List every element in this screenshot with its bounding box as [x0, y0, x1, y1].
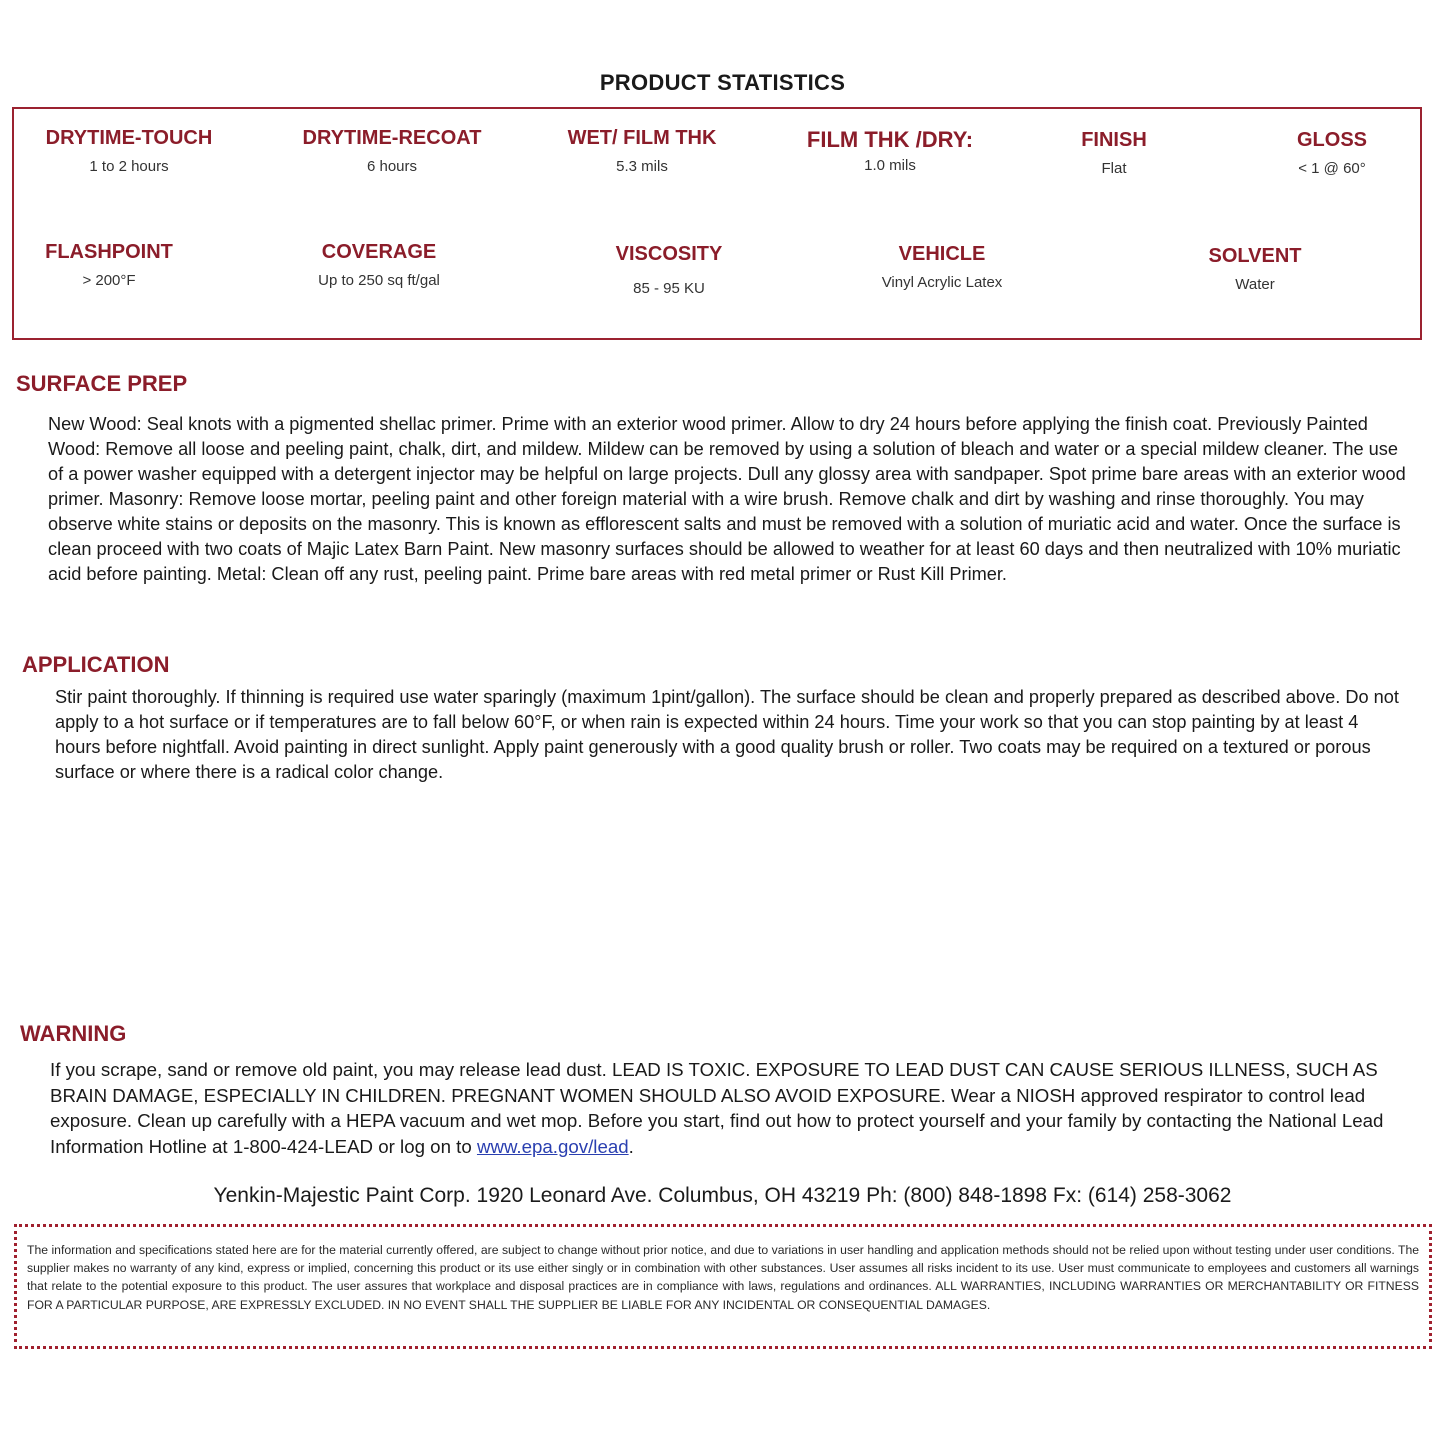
stat-viscosity	[594, 243, 744, 297]
stat-label: FILM THK /DRY:	[806, 127, 974, 152]
application-heading: APPLICATION	[22, 652, 170, 677]
stat-label: FLASHPOINT	[45, 241, 173, 263]
stat-dry-film-thickness	[790, 127, 990, 174]
warning-text: If you scrape, sand or remove old paint, you may release lead dust. LEAD IS TOXIC. EXPOSURE TO LEAD DUST CAN CAUSE SERIOUS ILLNESS, SUCH AS BRAIN DAMAGE, ESPECIALLY IN CHILDREN. PREGNANT WOMEN SHOULD ALSO AVOID EXPOSURE. Wear a NIOSH approved respirator to control lead exposure. Clean up carefully with a HEPA vacuum and wet mop. Before you start, find out how to protect yourself and your family by contacting the National Lead Information Hotline at 1-800-424-LEAD or log on to	[50, 1059, 1384, 1157]
stat-value: 5.3 mils	[616, 158, 668, 175]
stat-solvent	[1190, 245, 1320, 293]
stat-wet-film-thickness	[552, 127, 732, 175]
stat-coverage	[289, 241, 469, 289]
stat-drytime-recoat	[292, 127, 492, 175]
company-info: Yenkin-Majestic Paint Corp. 1920 Leonard Ave. Columbus, OH 43219 Ph: (800) 848-1898 Fx: (614) 258-3062	[213, 1184, 1232, 1207]
stat-value: 1.0 mils	[864, 157, 916, 174]
warning-heading: WARNING	[20, 1021, 127, 1046]
stat-value: 1 to 2 hours	[89, 158, 169, 175]
surface-prep-heading: SURFACE PREP	[16, 371, 188, 396]
stat-vehicle	[852, 243, 1032, 291]
stat-value: Flat	[1101, 160, 1127, 177]
stat-gloss	[1272, 129, 1392, 177]
page-title: PRODUCT STATISTICS	[599, 70, 846, 95]
surface-prep-body: New Wood: Seal knots with a pigmented shellac primer. Prime with an exterior wood primer. Allow to dry 24 hours before applying the finish coat. Previously Painted Wood: Remove all loose and peeling paint, chalk, dirt, and mildew. Mildew can be removed by using a solution of bleach and water or a special mildew cleaner. The use of a power washer equipped with a detergent injector may be helpful on large projects. Dull any glossy area with sandpaper. Spot prime bare areas with an exterior wood primer. Masonry: Remove loose mortar, peeling paint and other foreign material with a wire brush. Remove chalk and dirt by washing and rinse thoroughly. You may observe white stains or deposits on the masonry. This is known as efflorescent salts and must be removed with a solution of muriatic acid and water. Once the surface is clean proceed with two coats of Majic Latex Barn Paint. New masonry surfaces should be allowed to weather for at least 60 days and then neutralized with 10% muriatic acid before painting. Metal: Clean off any rust, peeling paint. Prime bare areas with red metal primer or Rust Kill Primer.	[48, 414, 1406, 584]
stat-label: VEHICLE	[898, 243, 986, 265]
stat-value: Up to 250 sq ft/gal	[318, 272, 440, 289]
warning-end: .	[628, 1135, 634, 1157]
stat-label: VISCOSITY	[615, 243, 723, 265]
stat-value: > 200°F	[82, 272, 136, 289]
stat-label: GLOSS	[1296, 129, 1367, 151]
stat-label: SOLVENT	[1208, 245, 1302, 267]
stat-drytime-touch	[34, 127, 224, 175]
epa-lead-link[interactable]: www.epa.gov/lead	[476, 1135, 629, 1157]
product-statistics-box	[12, 107, 1422, 340]
stat-label: DRYTIME-RECOAT	[302, 127, 482, 149]
stat-value: 85 - 95 KU	[633, 280, 705, 297]
stat-label: COVERAGE	[321, 241, 437, 263]
warning-body	[50, 1057, 1420, 1159]
stat-label: WET/ FILM THK	[567, 127, 717, 149]
stat-value: 6 hours	[366, 158, 418, 175]
stat-label: DRYTIME-TOUCH	[45, 127, 213, 149]
stat-value: Vinyl Acrylic Latex	[881, 274, 1003, 291]
application-body: Stir paint thoroughly. If thinning is required use water sparingly (maximum 1pint/gallon). The surface should be clean and properly prepared as described above. Do not apply to a hot surface or if temperatures are to fall below 60°F, or when rain is expected within 24 hours. Time your work so that you can stop painting by at least 4 hours before nightfall. Avoid painting in direct sunlight. Apply paint generously with a good quality brush or roller. Two coats may be required on a textured or porous surface or where there is a radical color change.	[55, 687, 1399, 782]
stat-label: FINISH	[1081, 129, 1147, 151]
stat-finish	[1054, 129, 1174, 177]
stat-flashpoint	[34, 241, 184, 289]
disclaimer-box	[14, 1224, 1432, 1349]
stat-value: Water	[1235, 276, 1275, 293]
stat-value: < 1 @ 60°	[1298, 160, 1366, 177]
disclaimer-text: The information and specifications stated here are for the material currently offered, are subject to change without prior notice, and due to variations in user handling and application methods should not be relied upon without testing under user conditions. The supplier makes no warranty of any kind, express or implied, concerning this product or its use either singly or in combination with other substances. User assumes all risks incident to its use. User must communicate to employees and customers all warnings that relate to the potential exposure to this product. The user assures that workplace and disposal practices are in compliance with laws, regulations and ordinances. ALL WARRANTIES, INCLUDING WARRANTIES OR MERCHANTABILITY OR FITNESS FOR A PARTICULAR PURPOSE, ARE EXPRESSLY EXCLUDED. IN NO EVENT SHALL THE SUPPLIER BE LIABLE FOR ANY INCIDENTAL OR CONSEQUENTIAL DAMAGES.	[27, 1243, 1419, 1312]
